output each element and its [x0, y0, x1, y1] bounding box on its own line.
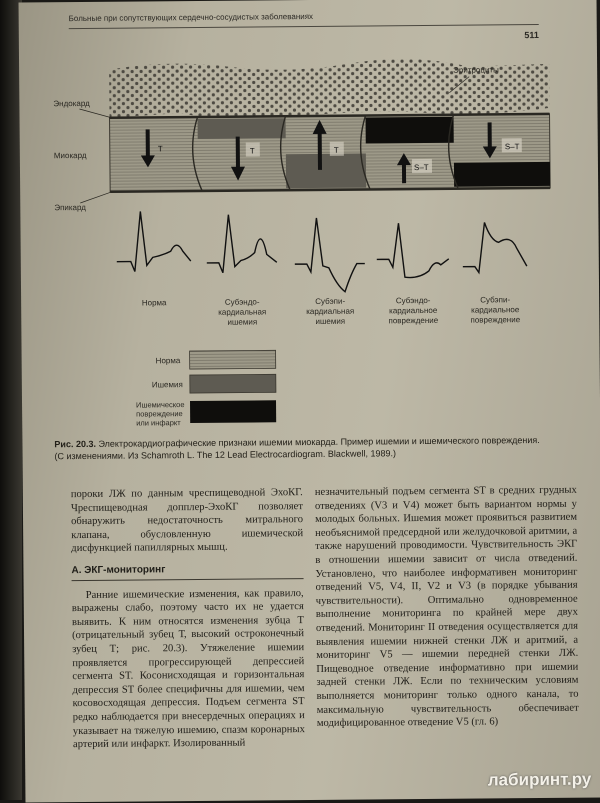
book-page — [19, 0, 600, 803]
paragraph-papillary: пороки ЛЖ по данным чреспищеводной ЭхоКГ. Чреспищеводная допплер-ЭхоКГ позволяет обнаружить недостаточность митрального клапана, обусловленную ишемической дисфункцией папиллярных мышц. — [70, 487, 304, 555]
legend-swatch-normal — [190, 350, 276, 369]
zone4-injury-inner — [366, 117, 454, 144]
zone5-injury-outer — [454, 162, 550, 187]
stage-label-3-line-1: Субэпи- — [315, 296, 346, 306]
stage-label-4-line-2: кардиальное — [389, 305, 438, 316]
running-head-title: Больные при сопутствующих сердечно-сосудистых заболеваниях — [68, 11, 314, 24]
stage-label-5-line-1: Субэпи- — [480, 295, 511, 305]
vector-letter-4: S–T — [413, 162, 429, 173]
stage-label-5-line-2: кардиальное — [471, 305, 520, 315]
paragraph-leads-sensitivity: незначительный подъем сегмента ST в средних грудных отведениях (V3 и V4) может быть вариантом нормы у молодых больных. Ишемия может проявиться развитием необъяснимой предсердной или желудочковой аритмии, а также нарушений проводимости. Чувствительность ЭКГ в отношении ишемии зависит от числа отведений. Установлено, что наиболее информативен мониторинг отведений V5, V4, II, V2 и V3 (в порядке убывания чувствительности). Оптимально одновременное выполнение мониторинга по крайней мере двух отведений. Мониторинг II отведения осуществляется для выявления ишемии нижней стенки ЛЖ и аритмий, а мониторинг V5 — ишемии передней стенки ЛЖ. Пищеводное отведение информативно при ишемии задней стенки ЛЖ. Если по техническим условиям выполняется мониторинг только одного канала, то максимальную чувствительность обеспечивает модифицированное отведение V5 (гл. 6) — [314, 484, 579, 730]
figure-caption — [54, 434, 574, 463]
caption-line-1: Электрокардиографические признаки ишемии миокарда. Пример ишемии и ишемического повреждения. — [98, 435, 540, 449]
vector-letter-3: T — [333, 145, 339, 155]
legend-label-injury-1: Ишемическое — [135, 400, 185, 410]
page-number: 511 — [524, 29, 539, 41]
paragraph-early-ischemia: Ранние ишемические изменения, как правило, выражены слабо, поэтому часто их не удается выявить. К ним относятся изменения зубца Т (отрицательный зубец Т, высокий остроконечный зубец Т; рис. 20.3). Утяжеление ишемии проявляется прогрессирующей депрессией сегмента ST. Косонисходящая и горизонтальная депрессия ST более специфичны для ишемии, чем косовосходящая депрессия. Подъем сегмента ST редко наблюдается при внесердечных операциях и указывает на тяжелую ишемию, спазм коронарных артерий или инфаркт. Изолированный — [71, 587, 305, 751]
ecg-trace-subepi-injury — [462, 222, 526, 273]
ecg-trace-normal — [116, 211, 191, 272]
stage-label-4-line-3: повреждение — [388, 315, 439, 326]
stage-label-4-line-1: Субэндо- — [395, 295, 431, 306]
ecg-trace-subendo-ischemia — [206, 214, 277, 273]
legend-label-ischemia: Ишемия — [151, 380, 183, 390]
figure-diagram — [49, 26, 573, 441]
stage-labels — [142, 295, 521, 327]
legend-label-injury-3: или инфаркт — [136, 418, 181, 428]
stage-label-5-line-3: повреждение — [470, 315, 521, 325]
zone2-ischemia-inner — [198, 118, 286, 139]
text-column-left — [71, 486, 305, 752]
caption-line-2: (С изменениями. Из Schamroth L. The 12 Lead Electrocardiogram. Blackwell, 1989.) — [54, 448, 396, 462]
stage-label-2-line-2: кардиальная — [218, 307, 267, 317]
label-myocard: Миокард — [53, 150, 87, 161]
stage-label-3-line-3: ишемия — [315, 316, 346, 326]
watermark-labirint: лабиринт.ру — [487, 769, 592, 790]
label-erythrocytes: Эритроциты — [453, 65, 499, 75]
zone3-ischemia-outer — [286, 154, 366, 189]
vector-letter-1: T — [157, 144, 163, 154]
legend — [136, 350, 277, 427]
legend-swatch-ischemia — [190, 374, 276, 393]
vector-letter-2: T — [249, 146, 255, 156]
label-endocard: Эндокард — [53, 98, 90, 109]
section-heading-ecg-monitoring: А. ЭКГ-мониторинг — [71, 562, 303, 581]
stage-label-2-line-1: Субэндо- — [224, 297, 260, 307]
legend-label-normal: Норма — [155, 356, 181, 366]
pointer-epicard — [80, 192, 112, 203]
stage-label-1-line-1: Норма — [141, 298, 167, 308]
legend-label-injury-2: повреждение — [136, 409, 183, 419]
label-epicard: Эпикард — [54, 202, 86, 213]
ecg-trace-subepi-ischemia — [294, 218, 365, 293]
caption-number: Рис. 20.3. — [54, 438, 96, 450]
text-column-right — [315, 484, 579, 731]
ecg-trace-subendo-injury — [376, 223, 448, 278]
stage-label-2-line-3: ишемия — [227, 317, 258, 327]
legend-swatch-injury — [190, 400, 276, 423]
vector-letter-5: S–T — [504, 142, 520, 152]
stage-label-3-line-2: кардиальная — [306, 306, 355, 317]
pointer-endocard — [79, 109, 111, 118]
figure-ecg-ischemia — [49, 26, 573, 441]
